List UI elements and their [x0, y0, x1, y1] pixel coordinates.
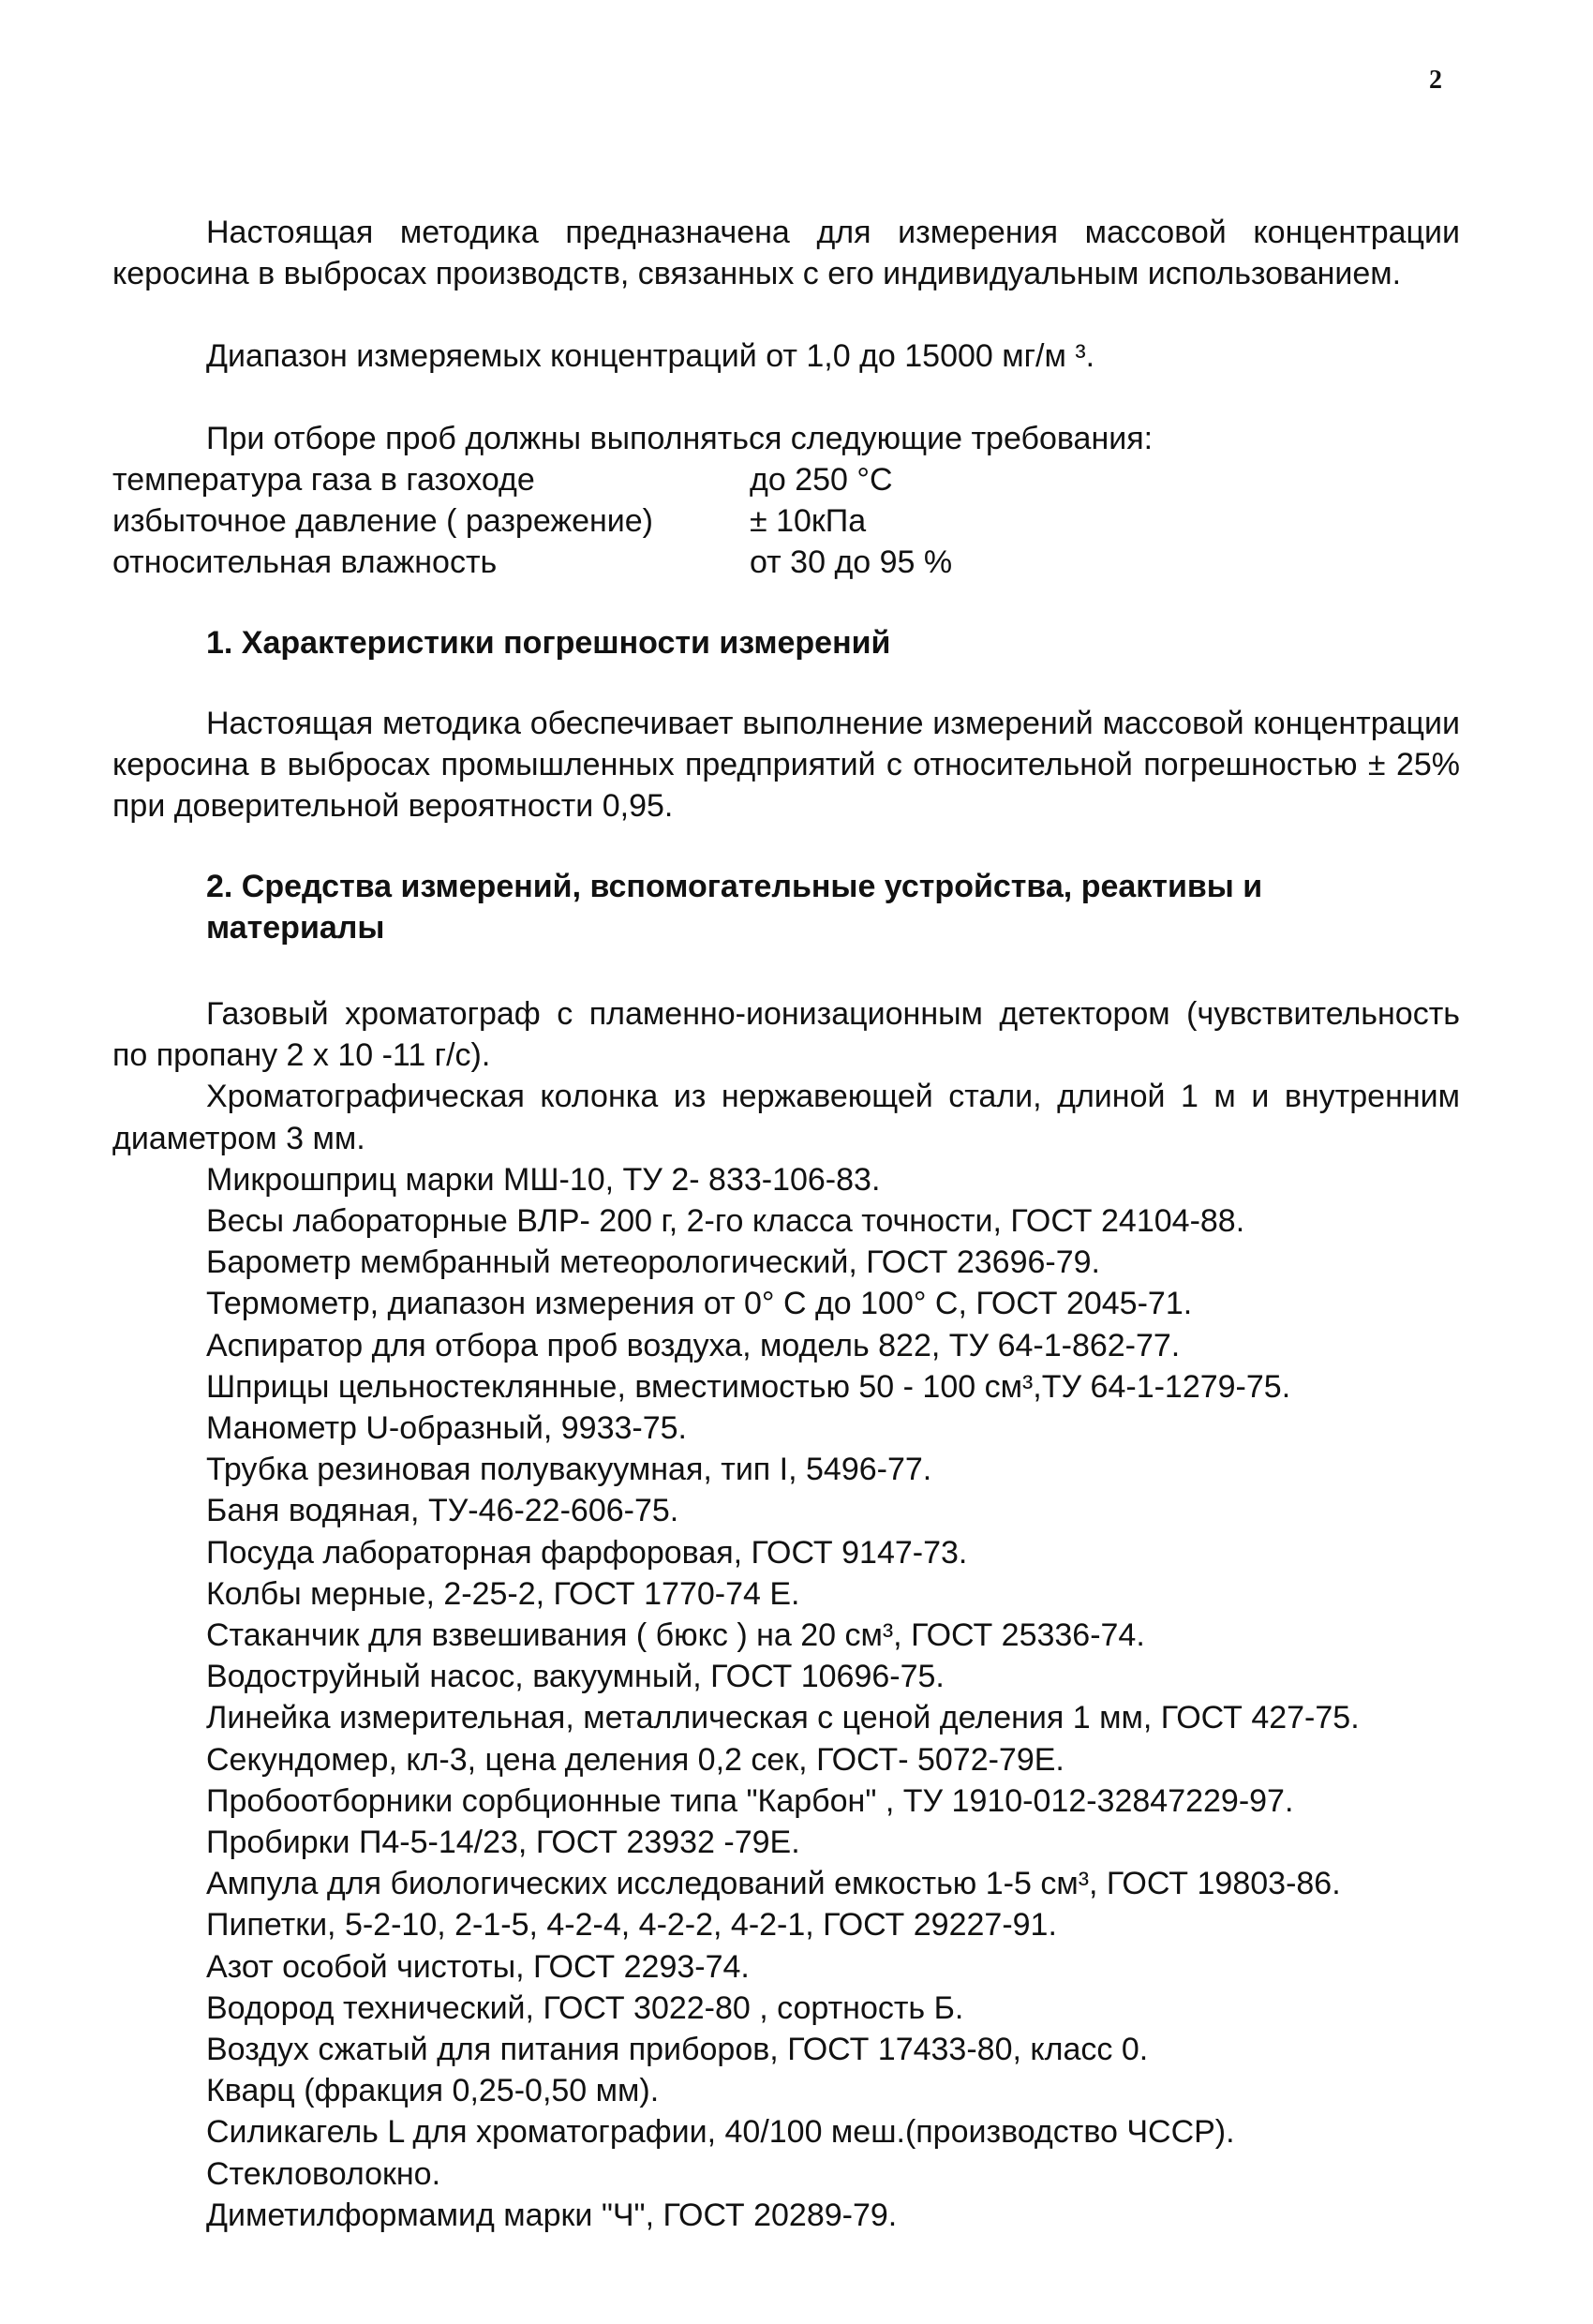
- list-item: Секундомер, кл-3, цена деления 0,2 сек, ГОСТ- 5072-79Е.: [206, 1741, 1064, 1778]
- requirement-label: избыточное давление ( разрежение): [112, 503, 654, 539]
- list-item: Баня водяная, ТУ-46-22-606-75.: [206, 1493, 679, 1529]
- requirement-row: [112, 500, 1050, 542]
- list-item: Диметилформамид марки "Ч", ГОСТ 20289-79.: [206, 2197, 898, 2233]
- list-item: Пробирки П4-5-14/23, ГОСТ 23932 -79Е.: [206, 1825, 800, 1861]
- list-item: Весы лабораторные ВЛР- 200 г, 2-го класса точности, ГОСТ 24104-88.: [206, 1203, 1245, 1240]
- list-item: Ампула для биологических исследований емкостью 1-5 см³, ГОСТ 19803-86.: [206, 1866, 1341, 1902]
- equipment-list: [112, 993, 1460, 2236]
- requirements-lead: При отборе проб должны выполняться следующие требования:: [206, 421, 1154, 456]
- concentration-range: Диапазон измеряемых концентраций от 1,0 до 15000 мг/м ³.: [206, 338, 1095, 374]
- list-item: Пипетки, 5-2-10, 2-1-5, 4-2-4, 4-2-2, 4-2-1, ГОСТ 29227-91.: [206, 1907, 1057, 1944]
- requirement-value: ± 10кПа: [750, 503, 867, 539]
- list-item: Посуда лабораторная фарфоровая, ГОСТ 9147-73.: [206, 1534, 968, 1571]
- list-item: Азот особой чистоты, ГОСТ 2293-74.: [206, 1948, 750, 1985]
- requirement-value: до 250 °С: [750, 462, 893, 498]
- list-item: Аспиратор для отбора проб воздуха, модель 822, ТУ 64-1-862-77.: [206, 1327, 1181, 1363]
- list-item: Газовый хроматограф с пламенно-ионизационным детектором (чувствительность по пропану 2 х 10 -11 г/с).: [112, 996, 1460, 1074]
- requirement-row: [112, 459, 1050, 500]
- section2-heading: 2. Средства измерений, вспомогательные устройства, реактивы и материалы: [206, 869, 1263, 946]
- requirements-table: [112, 459, 1050, 583]
- page-number: 2: [1429, 66, 1442, 95]
- equipment-items: [112, 1159, 1460, 2236]
- intro-paragraph: Настоящая методика предназначена для измерения массовой концентрации керосина в выбросах производств, связанных с его индивидуальным использованием.: [112, 215, 1460, 291]
- list-item: Манометр U-образный, 9933-75.: [206, 1410, 687, 1447]
- list-item: Шприцы цельностеклянные, вместимостью 50 - 100 см³,ТУ 64-1-1279-75.: [206, 1368, 1291, 1405]
- requirement-label: относительная влажность: [112, 544, 498, 580]
- list-item: Пробоотборники сорбционные типа "Карбон" , ТУ 1910-012-32847229-97.: [206, 1782, 1294, 1819]
- list-item: Колбы мерные, 2-25-2, ГОСТ 1770-74 Е.: [206, 1575, 800, 1612]
- list-item: Кварц (фракция 0,25-0,50 мм).: [206, 2073, 660, 2109]
- list-item: Силикагель L для хроматографии, 40/100 меш.(производство ЧССР).: [206, 2114, 1235, 2151]
- requirement-label: температура газа в газоходе: [112, 462, 535, 498]
- list-item: Хроматографическая колонка из нержавеющей стали, длиной 1 м и внутренним диаметром 3 мм.: [112, 1079, 1460, 1156]
- list-item: Водород технический, ГОСТ 3022-80 , сортность Б.: [206, 1989, 964, 2026]
- section1-heading: 1. Характеристики погрешности измерений: [206, 625, 891, 661]
- list-item: Линейка измерительная, металлическая с ценой деления 1 мм, ГОСТ 427-75.: [206, 1700, 1360, 1736]
- requirement-value: от 30 до 95 %: [750, 544, 953, 580]
- list-item: Термометр, диапазон измерения от 0° С до 100° С, ГОСТ 2045-71.: [206, 1286, 1193, 1322]
- list-item: Водоструйный насос, вакуумный, ГОСТ 10696-75.: [206, 1659, 945, 1695]
- section1-text: Настоящая методика обеспечивает выполнение измерений массовой концентрации керосина в выбросах промышленных предприятий с относительной погрешностью ± 25% при доверительной вероятности 0,95.: [112, 706, 1460, 824]
- list-item: Воздух сжатый для питания приборов, ГОСТ 17433-80, класс 0.: [206, 2032, 1149, 2068]
- list-item: Барометр мембранный метеорологический, ГОСТ 23696-79.: [206, 1244, 1100, 1281]
- list-item: Трубка резиновая полувакуумная, тип I, 5496-77.: [206, 1452, 932, 1488]
- requirement-row: [112, 542, 1050, 583]
- list-item: Стекловолокно.: [206, 2155, 441, 2192]
- list-item: Стаканчик для взвешивания ( бюкс ) на 20 см³, ГОСТ 25336-74.: [206, 1617, 1145, 1654]
- list-item: Микрошприц марки МШ-10, ТУ 2- 833-106-83.: [206, 1161, 881, 1198]
